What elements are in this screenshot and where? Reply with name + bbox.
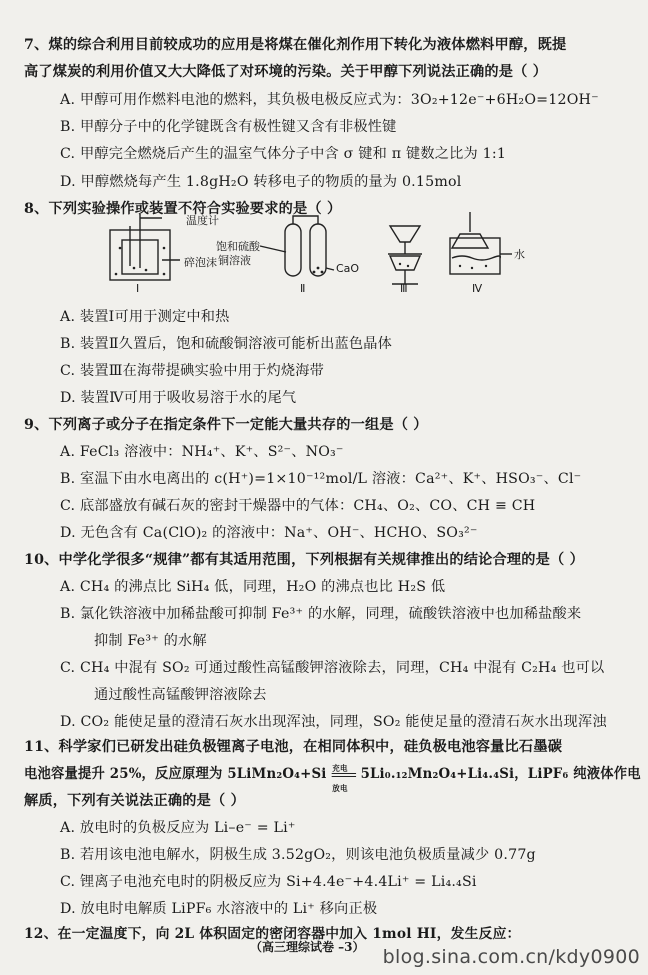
q11-stem-line2 [24,763,641,793]
q7-option-d: D. 甲醇燃烧每产生 1.8gH₂O 转移电子的物质的量为 0.15mol [60,174,462,190]
q10-option-b-line2: 抑制 Fe³⁺ 的水解 [94,633,207,649]
q9-option-d: D. 无色含有 Ca(ClO)₂ 的溶液中：Na⁺、OH⁻、HCHO、SO₃²⁻ [60,525,478,541]
q10-option-d: D. CO₂ 能使足量的澄清石灰水出现浑浊，同理，SO₂ 能使足量的澄清石灰水出现浑浊 [60,714,607,730]
q9-stem: 9、下列离子或分子在指定条件下一定能大量共存的一组是（ ） [24,417,428,433]
reversible-arrow [331,763,355,793]
arrow-charge-label: 充电 [332,763,348,773]
q7-stem-line1: 7、煤的综合利用目前较成功的应用是将煤在催化剂作用下转化为液体燃料甲醇，既提 [24,37,567,53]
q10-option-c-line1: C. CH₄ 中混有 SO₂ 可通过酸性高锰酸钾溶液除去，同理，CH₄ 中混有 C₂H₄ 也可以 [60,660,605,676]
q11-equation-right: 5Li₀.₁₂Mn₂O₄+Li₄.₄Si，LiPF₆ 纯液体作电 [360,766,641,782]
page-footer: （高三理综试卷 –3） [250,940,365,954]
q11-option-a: A. 放电时的负极反应为 Li–e⁻ = Li⁺ [60,820,296,836]
q11-option-c: C. 锂离子电池充电时的阴极反应为 Si+4.4e⁻+4.4Li⁺ = Li₄.₄Si [60,874,477,890]
apparatus-3-label: Ⅲ [400,282,408,295]
q9-option-a: A. FeCl₃ 溶液中：NH₄⁺、K⁺、S²⁻、NO₃⁻ [60,444,344,460]
q11-stem-line3: 解质，下列有关说法正确的是（ ） [24,793,245,809]
foam-label: 碎泡沫 [184,256,217,269]
q10-option-a: A. CH₄ 的沸点比 SiH₄ 低，同理，H₂O 的沸点也比 H₂S 低 [60,579,446,595]
q10-option-b-line1: B. 氯化铁溶液中加稀盐酸可抑制 Fe³⁺ 的水解，同理，硫酸铁溶液中也加稀盐酸来 [60,606,582,622]
blog-watermark: blog.sina.com.cn/kdy0900 [377,946,640,968]
apparatus-2-label: Ⅱ [300,282,306,295]
q10-option-c-line2: 通过酸性高锰酸钾溶液除去 [94,687,267,703]
q7-option-a: A. 甲醇可用作燃料电池的燃料，其负极电极反应式为：3O₂+12e⁻+6H₂O=12OH⁻ [60,92,599,108]
cao-label: CaO [336,262,360,275]
q10-stem: 10、中学化学很多“规律”都有其适用范围，下列根据有关规律推出的结论合理的是（ ） [24,552,584,568]
q12-stem-line1: 12、在一定温度下，向 2L 体积固定的密闭容器中加入 1mol HI，发生反应： [24,926,521,942]
thermometer-label: 温度计 [186,214,219,227]
q8-option-b: B. 装置Ⅱ久置后，饱和硫酸铜溶液可能析出蓝色晶体 [60,336,393,352]
q7-stem-line2: 高了煤炭的利用价值又大大降低了对环境的污染。关于甲醇下列说法正确的是（ ） [24,64,548,80]
copper-sulfate-label-1: 饱和硫酸 [216,240,260,253]
q8-option-c: C. 装置Ⅲ在海带提碘实验中用于灼烧海带 [60,363,325,379]
q9-option-b: B. 室温下由水电离出的 c(H⁺)=1×10⁻¹²mol/L 溶液：Ca²⁺、K⁺、HSO₃⁻、Cl⁻ [60,471,582,487]
q8-stem: 8、下列实验操作或装置不符合实验要求的是（ ） [24,201,342,217]
apparatus-drawing [100,208,550,298]
apparatus-figure [100,208,550,298]
q11-equation-left: 电池容量提升 25%，反应原理为 5LiMn₂O₄+Si [24,766,327,782]
water-label: 水 [514,248,525,261]
apparatus-1-label: Ⅰ [136,282,140,295]
q7-option-b: B. 甲醇分子中的化学键既含有极性键又含有非极性键 [60,119,397,135]
apparatus-4-label: Ⅳ [472,282,483,295]
q11-stem-line1: 11、科学家们已研发出硅负极锂离子电池，在相同体积中，硅负极电池容量比石墨碳 [24,739,563,755]
q11-option-d: D. 放电时电解质 LiPF₆ 水溶液中的 Li⁺ 移向正极 [60,901,378,917]
q7-option-c: C. 甲醇完全燃烧后产生的温室气体分子中含 σ 键和 π 键数之比为 1:1 [60,146,507,162]
q11-option-b: B. 若用该电池电解水，阴极生成 3.52gO₂，则该电池负极质量减少 0.77g [60,847,536,863]
q9-option-c: C. 底部盛放有碱石灰的密封干燥器中的气体：CH₄、O₂、CO、CH ≡ CH [60,498,536,514]
copper-sulfate-label-2: 铜溶液 [218,254,251,267]
arrow-discharge-label: 放电 [332,783,348,793]
q8-option-d: D. 装置Ⅳ可用于吸收易溶于水的尾气 [60,390,297,406]
q8-option-a: A. 装置Ⅰ可用于测定中和热 [60,309,230,325]
